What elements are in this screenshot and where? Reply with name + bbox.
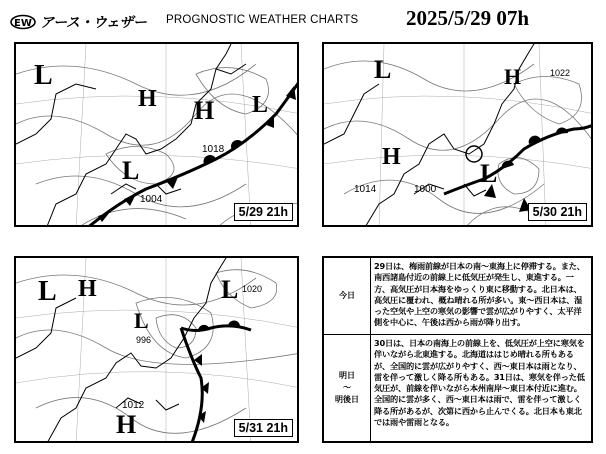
forecast-table bbox=[322, 256, 593, 443]
map-3-valid-time: 5/31 21h bbox=[234, 419, 293, 437]
svg-text:H: H bbox=[504, 64, 522, 89]
issue-datetime: 2025/5/29 07h bbox=[406, 6, 530, 30]
map-1-pressure-label-0: 1018 bbox=[202, 144, 225, 155]
weather-map-2 bbox=[322, 42, 593, 227]
svg-text:L: L bbox=[122, 156, 140, 185]
map-3-pressure-label-0: 1020 bbox=[242, 284, 263, 294]
map-2-pressure-label-0: 1022 bbox=[550, 68, 571, 78]
page-title: PROGNOSTIC WEATHER CHARTS bbox=[166, 14, 359, 26]
weather-map-3 bbox=[14, 256, 299, 443]
svg-text:L: L bbox=[221, 275, 239, 304]
today-text: 29日は、梅雨前線が日本の南〜東海上に停滞する。また、南西諸島付近の前線上に低気圧が発生し、東進する。一方、高気圧が日本海をゆっくり東に移動する。北日本は、高気圧に覆われ、概ね晴れる所が多い。東〜西日本は、湿った空気や上空の寒気の影響で雲が広がりやすく、太平洋側を中心に、午後は西から雨が降り出す。 bbox=[374, 261, 585, 328]
today-label: 今日 bbox=[324, 258, 371, 334]
later-label bbox=[324, 335, 371, 441]
svg-text:L: L bbox=[134, 308, 149, 333]
forecast-row-today bbox=[324, 258, 591, 335]
map-3-pressure-label-2: 1012 bbox=[122, 400, 145, 411]
map-2-valid-time: 5/30 21h bbox=[528, 203, 587, 221]
svg-text:L: L bbox=[252, 92, 269, 118]
svg-text:H: H bbox=[116, 410, 137, 439]
svg-text:L: L bbox=[480, 159, 498, 188]
svg-text:L: L bbox=[374, 55, 392, 84]
later-label-line-1: 明日 bbox=[339, 371, 355, 380]
later-text: 30日は、日本の南海上の前線上を、低気圧が上空に寒気を伴いながら北東進する。北海道ははじめ晴れる所もあるが、全国的に雲が広がりやすく、西〜東日本は雨となり、雷を伴って激しく降る所もある。31日は、寒気を伴った低気圧が、前線を伴いながら本州南岸〜東日本付近に進む。全国的に雲が多く、西〜東日本は雨で、雷を伴って激しく降る所があるが、次第に西から止んでくる。北日本も東北では雨や雷雨となる。 bbox=[374, 338, 585, 428]
later-label-line-2: 〜 bbox=[343, 383, 351, 392]
map-2-pressure-label-2: 1000 bbox=[414, 184, 437, 195]
later-label-line-3: 明後日 bbox=[335, 395, 359, 404]
map-3-graphic bbox=[16, 258, 299, 443]
map-1-pressure-label-1: 1004 bbox=[140, 194, 163, 205]
map-2-pressure-label-1: 1014 bbox=[354, 184, 377, 195]
map-3-pressure-label-1: 996 bbox=[136, 335, 152, 345]
svg-text:L: L bbox=[38, 276, 57, 307]
map-1-graphic bbox=[16, 44, 299, 227]
logo bbox=[10, 10, 160, 34]
header bbox=[0, 0, 606, 40]
map-2-graphic bbox=[324, 44, 593, 227]
weather-map-1 bbox=[14, 42, 299, 227]
svg-text:H: H bbox=[138, 86, 157, 112]
logo-mark-icon bbox=[10, 14, 38, 30]
svg-text:EW: EW bbox=[14, 18, 32, 29]
svg-text:H: H bbox=[78, 276, 97, 302]
svg-text:H: H bbox=[382, 144, 401, 170]
svg-text:H: H bbox=[194, 96, 215, 125]
logo-text: アース・ウェザー bbox=[40, 15, 147, 31]
map-1-valid-time: 5/29 21h bbox=[234, 203, 293, 221]
map-1-system-0: L bbox=[34, 60, 53, 91]
forecast-row-later bbox=[324, 335, 591, 441]
